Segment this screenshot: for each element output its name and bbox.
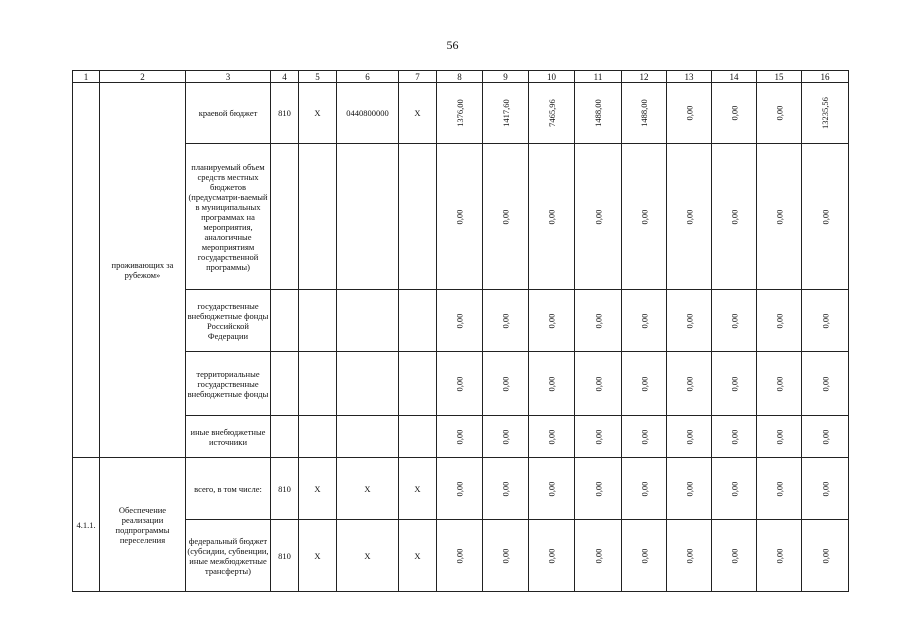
value-cell: 0,00	[575, 144, 622, 290]
value-cell: 0,00	[802, 520, 849, 592]
header-cell: 14	[712, 71, 757, 83]
value-cell: 0,00	[575, 520, 622, 592]
code-cell	[271, 290, 299, 352]
value-cell: 13235,56	[802, 83, 849, 144]
header-cell: 11	[575, 71, 622, 83]
value-cell: 0,00	[757, 83, 802, 144]
value-cell: 0,00	[757, 352, 802, 416]
value-cell: 0,00	[667, 416, 712, 458]
value-cell: 0,00	[622, 290, 667, 352]
table-row	[73, 520, 849, 592]
header-cell: 3	[186, 71, 271, 83]
value-cell: 0,00	[757, 290, 802, 352]
table-row	[73, 458, 849, 520]
code-cell: 0440800000	[337, 83, 399, 144]
code-cell	[337, 416, 399, 458]
value-cell: 0,00	[437, 290, 483, 352]
value-cell: 1488,00	[622, 83, 667, 144]
value-cell: 0,00	[757, 458, 802, 520]
code-cell	[399, 416, 437, 458]
funding-source: территориальные государственные внебюджетные фонды	[186, 352, 271, 416]
value-cell: 0,00	[667, 458, 712, 520]
value-cell: 0,00	[437, 352, 483, 416]
header-cell: 13	[667, 71, 712, 83]
item-number-cell: 4.1.1.	[73, 458, 100, 592]
value-cell: 0,00	[802, 290, 849, 352]
code-cell: 810	[271, 520, 299, 592]
code-cell	[399, 290, 437, 352]
code-cell	[399, 144, 437, 290]
code-cell: X	[399, 520, 437, 592]
value-cell: 0,00	[802, 458, 849, 520]
funding-source: федеральный бюджет (субсидии, субвенции, иные межбюджетные трансферты)	[186, 520, 271, 592]
value-cell: 0,00	[757, 144, 802, 290]
value-cell: 0,00	[529, 416, 575, 458]
value-cell: 0,00	[622, 458, 667, 520]
value-cell: 0,00	[802, 144, 849, 290]
table-row	[73, 416, 849, 458]
funding-source: иные внебюджетные источники	[186, 416, 271, 458]
header-row	[73, 71, 849, 83]
header-cell: 12	[622, 71, 667, 83]
code-cell: X	[399, 83, 437, 144]
value-cell: 0,00	[757, 520, 802, 592]
funding-source: краевой бюджет	[186, 83, 271, 144]
header-cell: 15	[757, 71, 802, 83]
code-cell	[399, 352, 437, 416]
table-row	[73, 290, 849, 352]
item-number-cell	[73, 83, 100, 458]
value-cell: 0,00	[529, 352, 575, 416]
code-cell: 810	[271, 83, 299, 144]
value-cell: 0,00	[622, 520, 667, 592]
header-cell: 6	[337, 71, 399, 83]
code-cell	[299, 352, 337, 416]
value-cell: 0,00	[802, 352, 849, 416]
code-cell: 810	[271, 458, 299, 520]
funding-source: всего, в том числе:	[186, 458, 271, 520]
value-cell: 0,00	[575, 416, 622, 458]
value-cell: 0,00	[529, 144, 575, 290]
value-cell: 0,00	[757, 416, 802, 458]
header-cell: 16	[802, 71, 849, 83]
value-cell: 0,00	[483, 458, 529, 520]
funding-source: планируемый объем средств местных бюджетов (предусматри-ваемый в муниципальных программах на мероприятия, аналогичные мероприятиям государственной программы)	[186, 144, 271, 290]
program-name-cell: Обеспечение реализации подпрограммы переселения	[100, 458, 186, 592]
value-cell: 0,00	[483, 144, 529, 290]
value-cell: 0,00	[575, 458, 622, 520]
page-number: 56	[446, 38, 459, 52]
header-cell: 2	[100, 71, 186, 83]
value-cell: 0,00	[483, 416, 529, 458]
value-cell: 0,00	[667, 520, 712, 592]
value-cell: 0,00	[437, 520, 483, 592]
header-cell: 5	[299, 71, 337, 83]
value-cell: 0,00	[575, 290, 622, 352]
code-cell: X	[399, 458, 437, 520]
value-cell: 0,00	[712, 458, 757, 520]
value-cell: 0,00	[712, 290, 757, 352]
code-cell	[337, 290, 399, 352]
code-cell: X	[299, 520, 337, 592]
value-cell: 0,00	[437, 458, 483, 520]
value-cell: 0,00	[667, 352, 712, 416]
value-cell: 0,00	[667, 83, 712, 144]
header-cell: 10	[529, 71, 575, 83]
code-cell	[299, 290, 337, 352]
value-cell: 0,00	[437, 144, 483, 290]
table-row	[73, 144, 849, 290]
value-cell: 0,00	[712, 144, 757, 290]
code-cell	[299, 416, 337, 458]
code-cell: X	[299, 458, 337, 520]
code-cell	[271, 416, 299, 458]
value-cell: 0,00	[712, 416, 757, 458]
funding-source: государственные внебюджетные фонды Российской Федерации	[186, 290, 271, 352]
code-cell: X	[337, 458, 399, 520]
code-cell: X	[337, 520, 399, 592]
code-cell	[271, 144, 299, 290]
program-name-cell: проживающих за рубежом»	[100, 83, 186, 458]
code-cell	[299, 144, 337, 290]
value-cell: 0,00	[622, 352, 667, 416]
value-cell: 0,00	[529, 520, 575, 592]
value-cell: 0,00	[437, 416, 483, 458]
value-cell: 0,00	[622, 416, 667, 458]
header-cell: 7	[399, 71, 437, 83]
value-cell: 0,00	[529, 290, 575, 352]
value-cell: 7465,96	[529, 83, 575, 144]
value-cell: 0,00	[667, 144, 712, 290]
value-cell: 0,00	[622, 144, 667, 290]
value-cell: 0,00	[712, 352, 757, 416]
value-cell: 0,00	[483, 352, 529, 416]
code-cell	[337, 352, 399, 416]
value-cell: 0,00	[483, 290, 529, 352]
value-cell: 0,00	[712, 520, 757, 592]
value-cell: 1376,00	[437, 83, 483, 144]
value-cell: 1488,00	[575, 83, 622, 144]
code-cell	[271, 352, 299, 416]
value-cell: 0,00	[529, 458, 575, 520]
table-row	[73, 352, 849, 416]
code-cell	[337, 144, 399, 290]
header-cell: 9	[483, 71, 529, 83]
value-cell: 0,00	[667, 290, 712, 352]
code-cell: X	[299, 83, 337, 144]
value-cell: 0,00	[802, 416, 849, 458]
table-row	[73, 83, 849, 144]
budget-table	[72, 70, 849, 592]
value-cell: 0,00	[575, 352, 622, 416]
value-cell: 0,00	[712, 83, 757, 144]
value-cell: 1417,60	[483, 83, 529, 144]
header-cell: 1	[73, 71, 100, 83]
value-cell: 0,00	[483, 520, 529, 592]
header-cell: 8	[437, 71, 483, 83]
header-cell: 4	[271, 71, 299, 83]
